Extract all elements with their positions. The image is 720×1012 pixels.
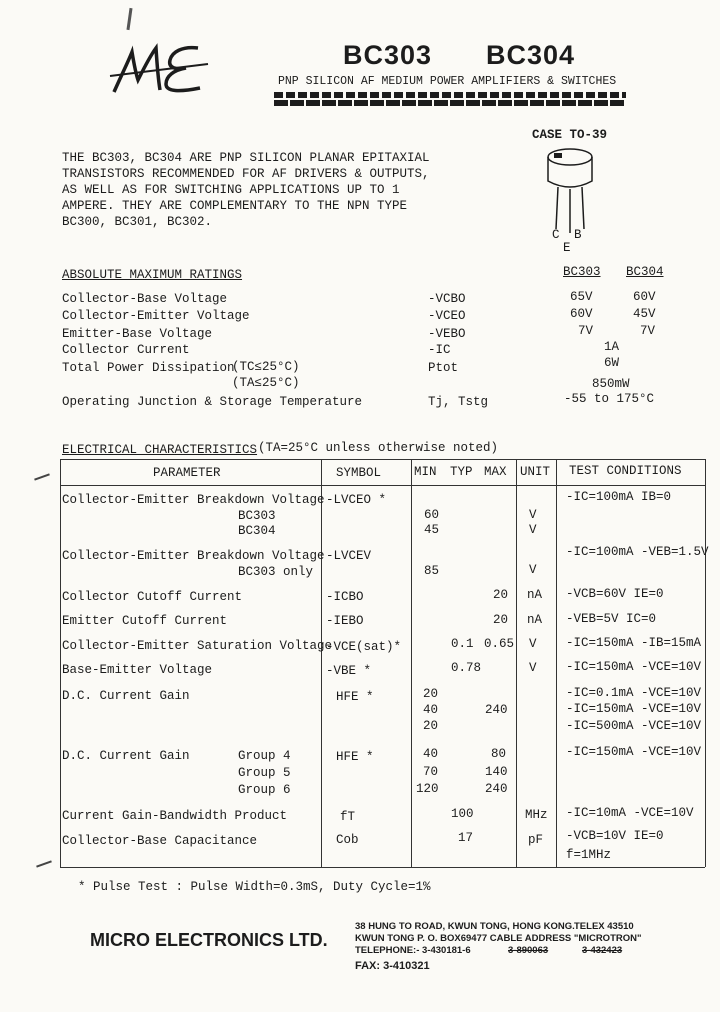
subtitle: PNP SILICON AF MEDIUM POWER AMPLIFIERS & SWITCHES bbox=[278, 75, 617, 88]
row-symbol: fT bbox=[340, 810, 356, 824]
row-symbol: -IEBO bbox=[326, 614, 364, 628]
row-parameter: D.C. Current Gain bbox=[62, 689, 190, 703]
row-typ: 100 bbox=[451, 807, 474, 821]
row-symbol: -ICBO bbox=[326, 590, 364, 604]
row-sub-parameter: BC303 bbox=[238, 509, 276, 523]
row-unit: nA bbox=[527, 588, 543, 602]
elec-heading: ELECTRICAL CHARACTERISTICS bbox=[62, 443, 258, 457]
transistor-package-icon bbox=[540, 145, 600, 235]
company-telephone: TELEPHONE:- 3-430181-6 bbox=[355, 945, 471, 956]
row-symbol: HFE * bbox=[336, 690, 374, 704]
pin-c: C bbox=[552, 228, 560, 242]
company-telex: TELEX 43510 bbox=[574, 921, 634, 932]
description-line: THE BC303, BC304 ARE PNP SILICON PLANAR EPITAXIAL bbox=[62, 151, 430, 165]
description-line: BC300, BC301, BC302. bbox=[62, 215, 213, 229]
header-max: MAX bbox=[484, 465, 507, 479]
row-parameter: D.C. Current Gain bbox=[62, 749, 190, 763]
abs-value-bc304: 45V bbox=[633, 307, 656, 321]
row-sub-parameter: BC304 bbox=[238, 524, 276, 538]
row-parameter: Collector-Emitter Breakdown Voltage bbox=[62, 493, 325, 507]
row-unit: V bbox=[529, 637, 537, 651]
abs-symbol: Ptot bbox=[428, 361, 459, 375]
row-unit: V bbox=[529, 661, 537, 675]
company-fax: FAX: 3-410321 bbox=[355, 960, 430, 972]
row-min: 85 bbox=[424, 564, 440, 578]
row-symbol: Cob bbox=[336, 833, 359, 847]
row-max: 20 bbox=[493, 613, 509, 627]
abs-value-bc303: 7V bbox=[578, 324, 594, 338]
margin-mark bbox=[34, 473, 50, 480]
abs-value-bc304: 60V bbox=[633, 290, 656, 304]
header-rule bbox=[274, 92, 626, 98]
row-test: -VCB=60V IE=0 bbox=[566, 587, 664, 601]
abs-col-bc303: BC303 bbox=[563, 265, 601, 279]
abs-param: Operating Junction & Storage Temperature bbox=[62, 395, 363, 409]
pin-e: E bbox=[563, 241, 571, 255]
abs-value-bc304: 7V bbox=[640, 324, 656, 338]
header-test-conditions: TEST CONDITIONS bbox=[569, 464, 682, 478]
abs-symbol: -VCBO bbox=[428, 292, 466, 306]
abs-max-heading: ABSOLUTE MAXIMUM RATINGS bbox=[62, 268, 243, 282]
table-rule bbox=[556, 459, 557, 867]
abs-value: 6W bbox=[604, 356, 620, 370]
abs-value: 1A bbox=[604, 340, 620, 354]
row-parameter: Emitter Cutoff Current bbox=[62, 614, 228, 628]
to39-package bbox=[540, 145, 600, 235]
row-max: 0.65 bbox=[484, 637, 515, 651]
row-unit: pF bbox=[528, 833, 544, 847]
row-min: 40 bbox=[423, 747, 439, 761]
row-test: -VCB=10V IE=0 bbox=[566, 829, 664, 843]
header-rule-2 bbox=[274, 100, 626, 106]
row-parameter: Collector-Emitter Saturation Voltage bbox=[62, 639, 333, 653]
header-min: MIN bbox=[414, 465, 437, 479]
description bbox=[62, 150, 430, 230]
row-symbol: -VBE * bbox=[326, 664, 372, 678]
pin-b: B bbox=[574, 228, 582, 242]
row-typ: 17 bbox=[458, 831, 474, 845]
part-number-bc304: BC304 bbox=[486, 40, 576, 70]
abs-param: Emitter-Base Voltage bbox=[62, 327, 213, 341]
row-max: 240 bbox=[485, 782, 508, 796]
table-rule bbox=[60, 459, 61, 867]
elec-heading-conditions: (TA=25°C unless otherwise noted) bbox=[258, 441, 499, 455]
row-parameter: Collector Cutoff Current bbox=[62, 590, 243, 604]
row-test: f=1MHz bbox=[566, 848, 612, 862]
row-parameter: Current Gain-Bandwidth Product bbox=[62, 809, 288, 823]
row-unit: V bbox=[529, 563, 537, 577]
description-line: AMPERE. THEY ARE COMPLEMENTARY TO THE NPN TYPE bbox=[62, 199, 408, 213]
row-test: -IC=150mA -IB=15mA bbox=[566, 636, 702, 650]
row-test: -IC=100mA IB=0 bbox=[566, 490, 672, 504]
row-symbol: -LVCEV bbox=[326, 549, 372, 563]
row-min: 60 bbox=[424, 508, 440, 522]
row-max: 240 bbox=[485, 703, 508, 717]
row-max: 140 bbox=[485, 765, 508, 779]
company-name: MICRO ELECTRONICS LTD. bbox=[90, 930, 328, 950]
company-address: 38 HUNG TO ROAD, KWUN TONG, HONG KONG. bbox=[355, 921, 575, 932]
abs-symbol: -IC bbox=[428, 343, 451, 357]
row-symbol: -LVCEO * bbox=[326, 493, 387, 507]
row-parameter: Base-Emitter Voltage bbox=[62, 663, 213, 677]
table-rule bbox=[411, 459, 412, 867]
company-telephone-old-2: 3-432423 bbox=[582, 945, 623, 956]
abs-value-bc303: 65V bbox=[570, 290, 593, 304]
margin-mark bbox=[36, 860, 52, 867]
row-test: -IC=0.1mA -VCE=10V bbox=[566, 686, 702, 700]
description-line: AS WELL AS FOR SWITCHING APPLICATIONS UP TO 1 bbox=[62, 183, 400, 197]
abs-condition: (TC≤25°C) bbox=[232, 360, 300, 374]
abs-value: 850mW bbox=[592, 377, 630, 391]
row-parameter: Collector-Emitter Breakdown Voltage bbox=[62, 549, 325, 563]
abs-value-bc303: 60V bbox=[570, 307, 593, 321]
abs-col-bc304: BC304 bbox=[626, 265, 664, 279]
row-group: Group 5 bbox=[238, 766, 291, 780]
row-unit: nA bbox=[527, 613, 543, 627]
row-min: 20 bbox=[423, 719, 439, 733]
row-min: 45 bbox=[424, 523, 440, 537]
tick-mark bbox=[126, 8, 132, 30]
table-rule bbox=[321, 459, 322, 867]
table-rule bbox=[60, 485, 705, 486]
company-pobox: KWUN TONG P. O. BOX69477 CABLE ADDRESS "MICROTRON" bbox=[355, 933, 642, 944]
table-rule bbox=[60, 867, 705, 868]
row-unit: V bbox=[529, 508, 537, 522]
header-parameter: PARAMETER bbox=[153, 466, 221, 480]
description-line: TRANSISTORS RECOMMENDED FOR AF DRIVERS & OUTPUTS, bbox=[62, 167, 430, 181]
table-rule bbox=[705, 459, 706, 867]
header-unit: UNIT bbox=[520, 465, 551, 479]
row-test: -IC=150mA -VCE=10V bbox=[566, 745, 702, 759]
row-test: -IC=150mA -VCE=10V bbox=[566, 702, 702, 716]
row-min: 120 bbox=[416, 782, 439, 796]
row-symbol: HFE * bbox=[336, 750, 374, 764]
row-symbol: -VCE(sat)* bbox=[326, 640, 402, 654]
row-test: -IC=150mA -VCE=10V bbox=[566, 660, 702, 674]
abs-param: Collector Current bbox=[62, 343, 190, 357]
row-test: -IC=10mA -VCE=10V bbox=[566, 806, 694, 820]
part-number-bc303: BC303 bbox=[343, 40, 433, 70]
row-test: -VEB=5V IC=0 bbox=[566, 612, 657, 626]
table-rule bbox=[516, 459, 517, 867]
row-group: Group 6 bbox=[238, 783, 291, 797]
header-symbol: SYMBOL bbox=[336, 466, 382, 480]
row-min: 20 bbox=[423, 687, 439, 701]
abs-value: -55 to 175°C bbox=[564, 392, 655, 406]
abs-param: Collector-Base Voltage bbox=[62, 292, 228, 306]
me-logo-icon bbox=[102, 34, 222, 100]
row-max: 20 bbox=[493, 588, 509, 602]
abs-symbol: Tj, Tstg bbox=[428, 395, 489, 409]
row-test: -IC=500mA -VCE=10V bbox=[566, 719, 702, 733]
abs-symbol: -VCEO bbox=[428, 309, 466, 323]
row-group: Group 4 bbox=[238, 749, 291, 763]
abs-symbol: -VEBO bbox=[428, 327, 466, 341]
logo bbox=[102, 34, 222, 100]
row-typ: 0.1 bbox=[451, 637, 474, 651]
case-label: CASE TO-39 bbox=[532, 128, 608, 142]
row-min: 70 bbox=[423, 765, 439, 779]
row-typ: 0.78 bbox=[451, 661, 482, 675]
row-unit: V bbox=[529, 523, 537, 537]
row-sub-parameter: BC303 only bbox=[238, 565, 314, 579]
row-unit: MHz bbox=[525, 808, 548, 822]
abs-param: Collector-Emitter Voltage bbox=[62, 309, 250, 323]
row-test: -IC=100mA -VEB=1.5V bbox=[566, 545, 709, 559]
table-rule bbox=[60, 459, 705, 460]
row-min: 40 bbox=[423, 703, 439, 717]
abs-condition: (TA≤25°C) bbox=[232, 376, 300, 390]
company-telephone-old-1: 3-890063 bbox=[508, 945, 549, 956]
header-typ: TYP bbox=[450, 465, 473, 479]
row-max: 80 bbox=[491, 747, 507, 761]
abs-param: Total Power Dissipation bbox=[62, 361, 235, 375]
row-parameter: Collector-Base Capacitance bbox=[62, 834, 258, 848]
footnote: * Pulse Test : Pulse Width=0.3mS, Duty Cycle=1% bbox=[78, 880, 431, 894]
